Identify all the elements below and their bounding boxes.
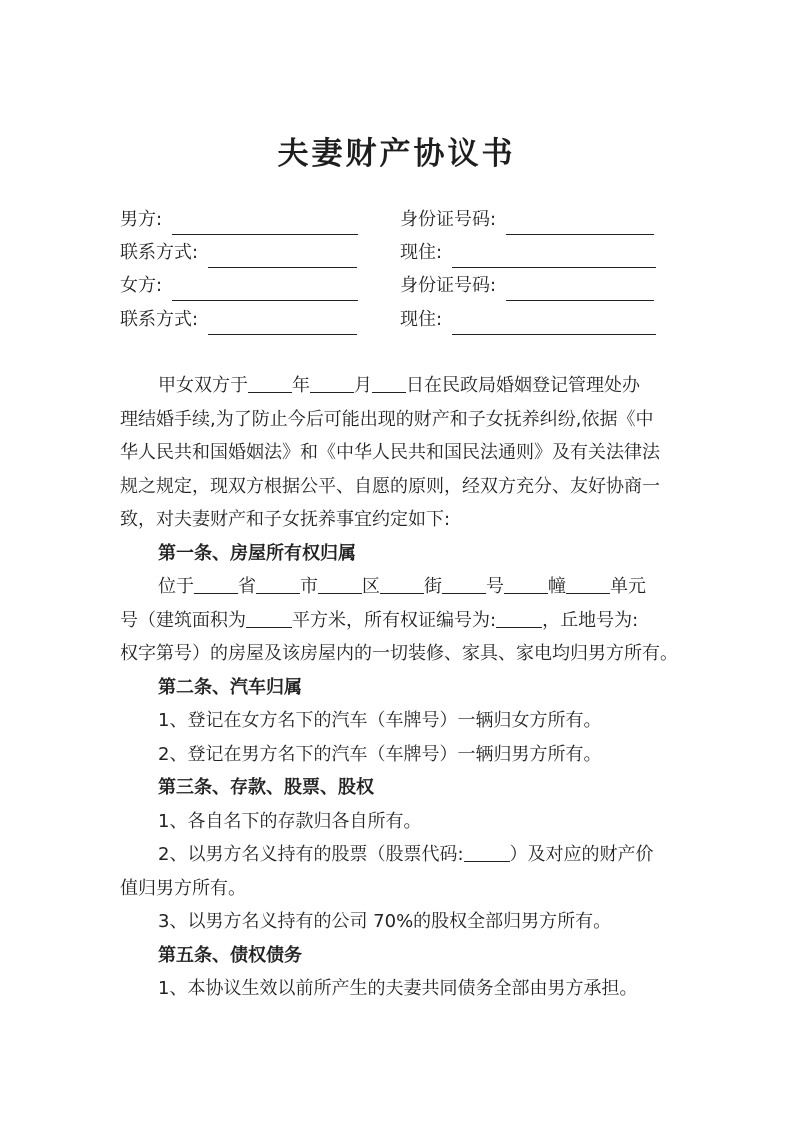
article-2-heading: 第二条、汽车归属 <box>158 676 302 698</box>
intro-text: 甲女双方于 <box>158 375 248 396</box>
article-1-line-3: 权字第号）的房屋及该房屋内的一切装修、家具、家电均归男方所有。 <box>120 643 678 664</box>
female-name-label: 女方: <box>120 275 163 296</box>
art1-text: 区 <box>362 576 380 597</box>
art1-text: 市 <box>300 576 318 597</box>
day-blank[interactable] <box>372 372 406 393</box>
intro-line-3: 华人民共和国婚姻法》和《中华人民共和国民法通则》及有关法律法 <box>120 442 660 463</box>
cert-number-blank[interactable] <box>496 607 542 628</box>
art3-text: 2、以男方名义持有的股票（股票代码: <box>158 844 464 865</box>
unit-blank[interactable] <box>566 573 610 594</box>
month-blank[interactable] <box>310 372 354 393</box>
female-id-field <box>400 271 654 301</box>
male-id-field <box>400 205 654 235</box>
art1-text: 号（建筑面积为 <box>120 609 246 631</box>
male-contact-field <box>120 238 357 268</box>
article-3-item-3: 3、以男方名义持有的公司 70%的股权全部归男方所有。 <box>158 911 612 932</box>
intro-line-2: 理结婚手续,为了防止今后可能出现的财产和子女抚养纠纷,依据《中 <box>120 408 654 430</box>
art1-text: 街 <box>424 576 442 597</box>
stock-code-blank[interactable] <box>464 841 510 862</box>
article-3-item-2-cont: 值归男方所有。 <box>120 877 246 899</box>
province-blank[interactable] <box>194 573 238 594</box>
female-contact-blank[interactable] <box>208 312 357 335</box>
article-3-item-2 <box>120 838 676 872</box>
male-contact-blank[interactable] <box>208 245 357 268</box>
article-1-line-1 <box>120 570 676 604</box>
female-contact-label: 联系方式: <box>120 309 199 330</box>
female-id-label: 身份证号码: <box>400 275 497 296</box>
article-3-heading: 第三条、存款、股票、股权 <box>158 777 374 798</box>
male-address-field <box>400 238 656 268</box>
intro-line-4: 规之规定，现双方根据公平、自愿的原则，经双方充分、友好协商一 <box>120 475 660 497</box>
female-name-blank[interactable] <box>172 278 358 301</box>
male-contact-label: 联系方式: <box>120 242 199 263</box>
building-blank[interactable] <box>504 573 548 594</box>
article-2-item-2: 2、登记在男方名下的汽车（车牌号）一辆归男方所有。 <box>158 743 602 765</box>
street-blank[interactable] <box>380 573 424 594</box>
number-blank[interactable] <box>442 573 486 594</box>
female-contact-field <box>120 305 357 335</box>
document-body <box>120 369 676 1006</box>
article-3-item-1: 1、各自名下的存款归各自所有。 <box>158 810 422 832</box>
art3-text: ）及对应的财产价 <box>509 844 654 865</box>
intro-line-5: 致，对夫妻财产和子女抚养事宜约定如下: <box>120 509 451 530</box>
art1-text: 平方米，所有权证编号为: <box>292 609 497 631</box>
intro-line-1 <box>120 369 676 403</box>
city-blank[interactable] <box>256 573 300 594</box>
female-address-label: 现住: <box>400 309 443 330</box>
art1-text: 省 <box>238 576 256 597</box>
art1-text: 号 <box>486 576 504 597</box>
district-blank[interactable] <box>318 573 362 594</box>
article-1-heading: 第一条、房屋所有权归属 <box>158 542 356 564</box>
intro-text: 日在民政局婚姻登记管理处办 <box>406 375 640 396</box>
male-id-label: 身份证号码: <box>400 209 497 230</box>
female-address-blank[interactable] <box>452 312 656 335</box>
male-name-label: 男方: <box>120 209 163 230</box>
document-title: 夫妻财产协议书 <box>277 136 516 172</box>
article-1-line-2 <box>120 604 676 638</box>
art1-text: 幢 <box>548 576 566 597</box>
male-name-blank[interactable] <box>172 212 358 235</box>
female-name-field <box>120 271 358 301</box>
intro-text: 年 <box>292 375 310 396</box>
article-2-item-1: 1、登记在女方名下的汽车（车牌号）一辆归女方所有。 <box>158 710 602 731</box>
female-address-field <box>400 305 656 335</box>
article-5-item-1: 1、本协议生效以前所产生的夫妻共同债务全部由男方承担。 <box>158 978 638 999</box>
female-id-blank[interactable] <box>506 278 654 301</box>
art1-text: 单元 <box>610 576 646 597</box>
male-address-blank[interactable] <box>452 245 656 268</box>
male-address-label: 现住: <box>400 242 443 263</box>
year-blank[interactable] <box>248 372 292 393</box>
male-id-blank[interactable] <box>506 212 654 235</box>
art1-text: 位于 <box>158 576 194 597</box>
male-name-field <box>120 205 358 235</box>
article-5-heading: 第五条、债权债务 <box>158 944 302 966</box>
art1-text: ，丘地号为: <box>542 609 639 631</box>
area-blank[interactable] <box>246 607 292 628</box>
intro-text: 月 <box>354 375 372 396</box>
